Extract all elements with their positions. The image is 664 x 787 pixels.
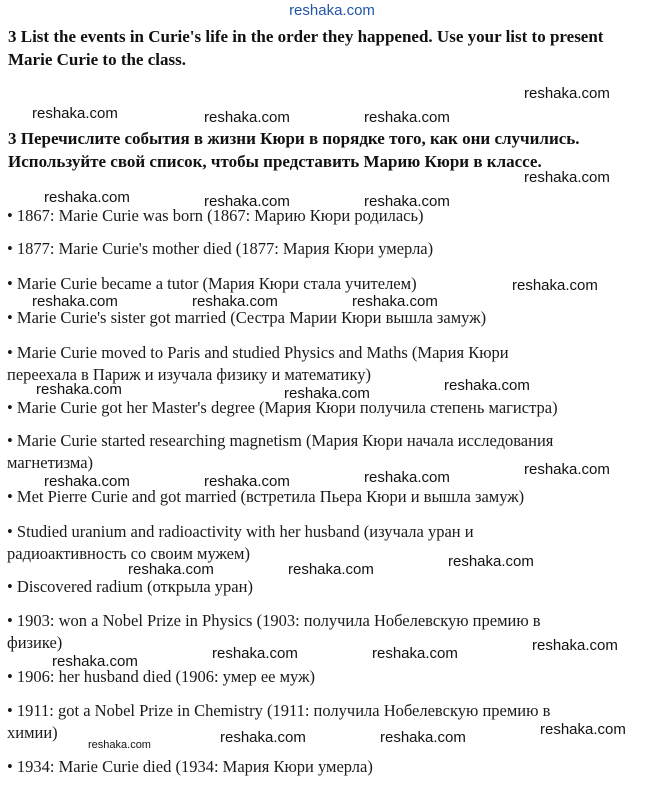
watermark: reshaka.com: [204, 473, 290, 490]
watermark: reshaka.com: [192, 293, 278, 310]
task-title-russian: 3 Перечислите события в жизни Кюри в порядке того, как они случились. Используйте свой список, чтобы представить Марию Кюри в классе.: [8, 129, 580, 171]
watermark: reshaka.com: [44, 189, 130, 206]
event-item-4: • Marie Curie's sister got married (Сестра Марии Кюри вышла замуж): [7, 308, 487, 327]
watermark: reshaka.com: [204, 109, 290, 126]
watermark: reshaka.com: [32, 293, 118, 310]
watermark: reshaka.com: [524, 85, 610, 102]
watermark: reshaka.com: [448, 553, 534, 570]
watermark: reshaka.com: [212, 645, 298, 662]
watermark: reshaka.com: [32, 105, 118, 122]
event-item-14: • 1934: Marie Curie died (1934: Мария Кюри умерла): [7, 757, 373, 776]
watermark: reshaka.com: [524, 169, 610, 186]
watermark: reshaka.com: [364, 193, 450, 210]
event-item-6: • Marie Curie got her Master's degree (Мария Кюри получила степень магистра): [7, 398, 558, 417]
event-item-12: • 1906: her husband died (1906: умер ее муж): [7, 667, 315, 686]
event-item-3: • Marie Curie became a tutor (Мария Кюри стала учителем): [7, 274, 417, 293]
watermark: reshaka.com: [288, 561, 374, 578]
watermark: reshaka.com: [380, 729, 466, 746]
watermark: reshaka.com: [540, 721, 626, 738]
watermark: reshaka.com: [36, 381, 122, 398]
event-item-13: • 1911: got a Nobel Prize in Chemistry (1911: получила Нобелевскую премию в химии): [7, 701, 551, 742]
watermark: reshaka.com: [444, 377, 530, 394]
event-item-5: • Marie Curie moved to Paris and studied Physics and Maths (Мария Кюри переехала в Париж и изучала физику и математику): [7, 343, 509, 384]
event-item-1: • 1867: Marie Curie was born (1867: Марию Кюри родилась): [7, 206, 424, 225]
watermark: reshaka.com: [532, 637, 618, 654]
event-item-8: • Met Pierre Curie and got married (встретила Пьера Кюри и вышла замуж): [7, 487, 525, 506]
watermark: reshaka.com: [524, 461, 610, 478]
watermark: reshaka.com: [364, 109, 450, 126]
watermark: reshaka.com: [204, 193, 290, 210]
event-item-2: • 1877: Marie Curie's mother died (1877: Мария Кюри умерла): [7, 239, 434, 258]
watermark: reshaka.com: [512, 277, 598, 294]
watermark: reshaka.com: [128, 561, 214, 578]
watermark: reshaka.com: [372, 645, 458, 662]
watermark: reshaka.com: [284, 385, 370, 402]
watermark: reshaka.com: [220, 729, 306, 746]
task-title-english: 3 List the events in Curie's life in the order they happened. Use your list to present Marie Curie to the class.: [8, 27, 604, 69]
site-header-watermark[interactable]: reshaka.com: [289, 2, 375, 19]
watermark: reshaka.com: [88, 739, 151, 751]
watermark: reshaka.com: [364, 469, 450, 486]
event-item-7: • Marie Curie started researching magnetism (Мария Кюри начала исследования магнетизма): [7, 431, 554, 472]
event-item-11: • 1903: won a Nobel Prize in Physics (1903: получила Нобелевскую премию в физике): [7, 611, 541, 652]
watermark: reshaka.com: [44, 473, 130, 490]
event-item-9: • Studied uranium and radioactivity with her husband (изучала уран и радиоактивность со своим мужем): [7, 522, 474, 563]
event-item-10: • Discovered radium (открыла уран): [7, 577, 253, 596]
watermark: reshaka.com: [352, 293, 438, 310]
watermark: reshaka.com: [52, 653, 138, 670]
